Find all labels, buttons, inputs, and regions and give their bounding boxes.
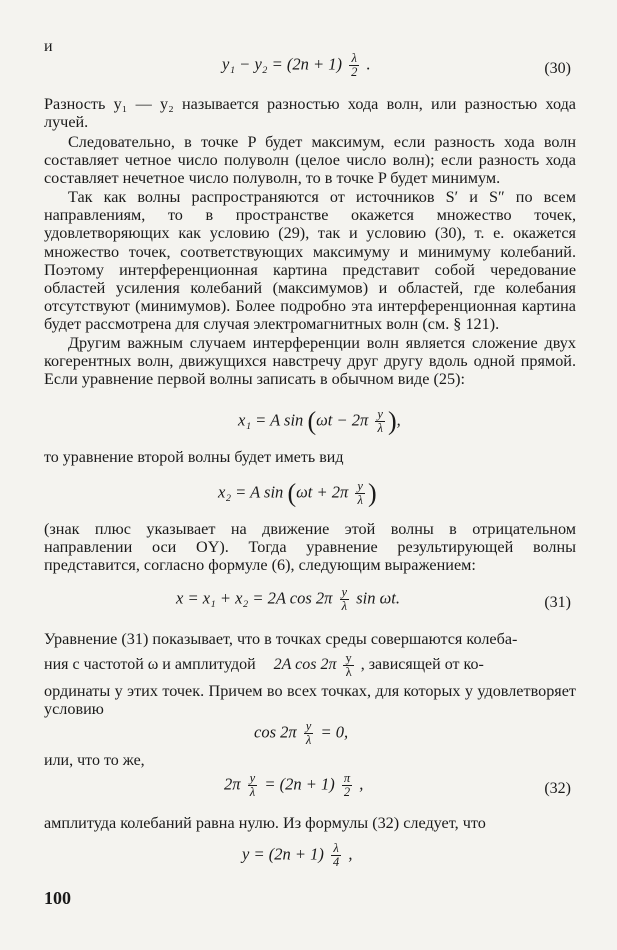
paragraph-resultant-wave: (знак плюс указывает на движение этой волны в отрицательном направлении оси OY). Тогда уравнение результирующей волны представится, согласно формуле (6), следующим выражением: xyxy=(44,520,576,575)
equation-number-32: (32) xyxy=(544,780,571,797)
eq-x1-den: λ xyxy=(377,421,383,435)
amplitude-expr: 2A cos 2π xyxy=(273,656,337,674)
eq30-lhs: y₁ − y₂ = (2n + 1) xyxy=(222,54,343,74)
eq-x1-lhs: x₁ = A sin xyxy=(238,410,304,430)
eq32-mid: = (2n + 1) xyxy=(264,774,335,794)
eq-cos-lhs: cos 2π xyxy=(254,722,297,742)
paragraph-amplitude-zero: амплитуда колебаний равна нулю. Из формулы (32) следует, что xyxy=(44,814,486,832)
eq-x2-num: y xyxy=(357,479,363,493)
amplitude-fraction xyxy=(343,652,353,679)
eq-last-lhs: y = (2n + 1) xyxy=(242,844,324,864)
equation-cos-zero xyxy=(254,720,348,747)
equation-node-positions xyxy=(242,842,352,869)
eq31-fraction xyxy=(340,586,350,613)
paragraph-interference-pattern: Так как волны распространяются от источников S′ и S″ по всем направлениям, то в пространстве окажется множество точек, удовлетворяющих как условию (29), так и условию (30), т. е. окажется множество точек, соответствующих максимуму и минимуму колебаний. Поэтому интерференционная картина представит собой чередование областей усиления колебаний (максимумов) и областей, где колебания отсутствуют (минимумов). Более подробно эта интерференционная картина будет рассмотрена для случая электромагнитных волн (см. § 121). xyxy=(44,188,576,334)
equation-number-31: (31) xyxy=(544,594,571,611)
eq-cos-tail: = 0, xyxy=(320,722,349,742)
equation-30 xyxy=(222,52,371,79)
eq-x1-tail: , xyxy=(396,410,401,430)
equation-number-30: (30) xyxy=(544,60,571,77)
eq-last-den: 4 xyxy=(332,855,340,869)
eq-x2-lhs: x₂ = A sin xyxy=(218,482,284,502)
eq32-den2: 2 xyxy=(343,785,351,799)
equation-32 xyxy=(224,772,363,799)
paragraph-31-line2 xyxy=(44,652,576,679)
paragraph-standing-waves: Другим важным случаем интерференции волн является сложение двух когерентных волн, движущихся навстречу друг другу вдоль одной прямой. Если уравнение первой волны записать в обычном виде (25): xyxy=(44,334,576,389)
eq30-tail: . xyxy=(366,54,371,74)
eq30-den: 2 xyxy=(351,65,358,79)
eq-x2-den: λ xyxy=(357,493,363,507)
eq32-tail: , xyxy=(359,774,364,794)
eq30-num: λ xyxy=(349,52,359,66)
equation-second-wave: x₂ = A sin (ωt + 2π $\frac{y}{\lambda}$ ) xyxy=(218,478,377,508)
paragraph-31-line1: Уравнение (31) показывает, что в точках среды совершаются колеба- xyxy=(44,630,518,648)
eq-x2-inner: ωt + 2π xyxy=(296,482,349,502)
paragraph-max-min: Следовательно, в точке P будет максимум, если разность хода волн составляет четное число полуволн (целое число волн); если разность хода составляет нечетное число полуволн, то в точке P будет минимум. xyxy=(44,133,576,188)
page-number: 100 xyxy=(44,888,71,908)
eq32-num: y xyxy=(249,771,256,785)
eq-cos-den: λ xyxy=(305,733,312,747)
equation-31 xyxy=(176,586,400,613)
eq32-num2: π xyxy=(343,771,351,785)
line-or-same: или, что то же, xyxy=(44,752,145,769)
line-second-wave-intro: то уравнение второй волны будет иметь вид xyxy=(44,449,344,466)
equation-first-wave: x₁ = A sin (ωt − 2π $\frac{y}{\lambda}$ ), xyxy=(238,406,401,436)
eq31-lhs: x = x₁ + x₂ = 2A cos 2π xyxy=(176,588,333,608)
eq-last-num: λ xyxy=(331,842,341,856)
eq30-fraction xyxy=(349,52,359,79)
eq32-den: λ xyxy=(249,785,256,799)
eq-last-tail: , xyxy=(348,844,353,864)
eq-x1-inner: ωt − 2π xyxy=(316,410,369,430)
eq-last-fraction xyxy=(331,842,341,869)
eq-x2-fraction xyxy=(355,480,365,507)
amplitude-den: λ xyxy=(345,665,352,679)
eq32-fraction-2 xyxy=(342,772,352,799)
para6b-end: , зависящей от ко- xyxy=(360,656,484,674)
amplitude-num: y xyxy=(345,651,352,665)
conjunction-and: и xyxy=(44,38,53,55)
eq-x1-fraction xyxy=(375,408,385,435)
para6b-start: ния с частотой ω и амплитудой xyxy=(44,656,256,674)
eq32-fraction-1 xyxy=(248,772,258,799)
eq31-num: y xyxy=(341,585,348,599)
eq31-den: λ xyxy=(341,599,347,613)
eq-x1-num: y xyxy=(377,407,383,421)
eq-cos-num: y xyxy=(305,719,312,733)
eq31-tail: sin ωt. xyxy=(356,588,400,608)
eq-cos-fraction xyxy=(304,720,314,747)
eq32-lhs: 2π xyxy=(224,774,241,794)
paragraph-path-difference: Разность y₁ — y₂ называется разностью хода волн, или разностью хода лучей. xyxy=(44,95,576,132)
paragraph-31-line3: ординаты y этих точек. Причем во всех точках, для которых y удовлетворяет условию xyxy=(44,682,576,719)
